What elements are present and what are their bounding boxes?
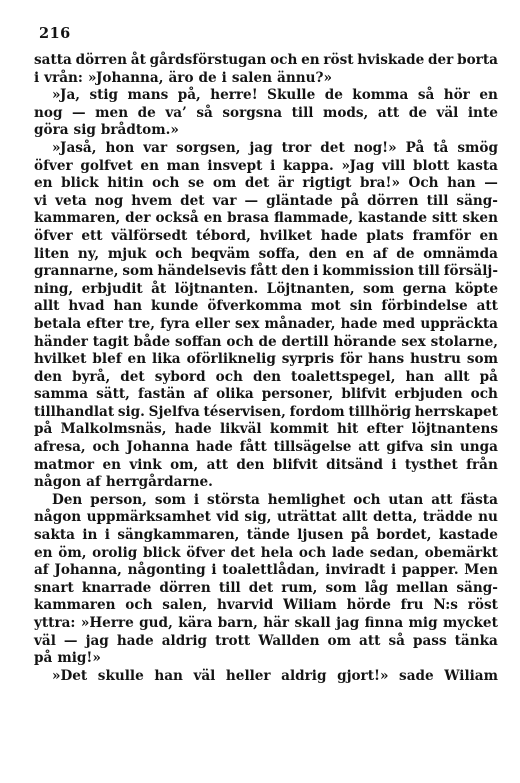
text-line: allt hvad han kunde öfverkomma mot sin förbindelse att — [34, 298, 498, 315]
text-line: ning, erbjudit åt löjtnanten. Löjtnanten, som gerna köpte — [34, 280, 498, 297]
text-line: en öm, orolig blick öfver det hela och lade sedan, obemärkt — [34, 544, 498, 561]
text-line: liten ny, mjuk och beqväm soffa, den en af de omnämda — [34, 245, 498, 262]
text-line: betala efter tre, fyra eller sex månader, hade med uppräckta — [34, 315, 498, 332]
text-line: afresa, och Johanna hade fått tillsägelse att gifva sin unga — [34, 439, 498, 456]
text-line: »Ja, stig mans på, herre! Skulle de komma så hör en — [52, 87, 498, 104]
text-line: på mig!» — [34, 650, 101, 667]
text-line: samma sätt, fastän af olika personer, blifvit erbjuden och — [34, 386, 498, 403]
text-line: någon uppmärksamhet vid sig, uträttat allt detta, trädde nu — [34, 509, 498, 526]
text-line: tillhandlat sig. Sjelfva téservisen, fordom tillhörig herrskapet — [34, 403, 498, 420]
text-line: yttra: »Herre gud, kära barn, här skall jag finna mig mycket — [34, 615, 498, 631]
text-line: Den person, som i största hemlighet och utan att fästa — [52, 491, 498, 508]
text-line: i vrån: »Johanna, äro de i salen ännu?» — [34, 69, 332, 86]
text-line: den byrå, det sybord och den toalettspegel, han allt på — [34, 368, 498, 385]
text-line: vi veta nog hvem det var — gläntade på dörren till säng- — [34, 192, 498, 209]
text-line: på Malkolmsnäs, hade likväl kommit hit efter löjtnantens — [34, 421, 498, 438]
text-line: hvilket blef en lika oförliknelig syrpris för hans hustru som — [34, 351, 498, 368]
page-number: 216 — [39, 25, 71, 42]
text-line: någon af herrgårdarne. — [34, 474, 213, 491]
text-line: grannarne, som händelsevis fått den i kommission till försälj- — [34, 263, 498, 280]
text-line: händer tagit både soffan och de dertill hörande sex stolarne, — [34, 333, 498, 350]
text-line: öfver ett välförsedt tébord, hvilket hade plats framför en — [34, 227, 498, 244]
text-line: »Det skulle han väl heller aldrig gjort!» sade Wiliam — [52, 667, 498, 684]
text-line: sakta in i sängkammaren, tände ljusen på bordet, kastade — [34, 527, 498, 544]
text-line: öfver golfvet en man insvept i kappa. »Jag vill blott kasta — [34, 157, 498, 174]
text-line: snart knarrade dörren till det rum, som låg mellan säng- — [34, 579, 498, 596]
text-line: väl — jag hade aldrig trott Wallden om att så pass tänka — [34, 632, 498, 649]
text-line: göra sig brådtom.» — [34, 122, 179, 139]
text-line: kammaren och salen, hvarvid Wiliam hörde fru N:s röst — [34, 597, 498, 614]
text-line: nog — men de va’ så sorgsna till mods, att de väl inte — [34, 104, 498, 121]
text-line: satta dörren åt gårdsförstugan och en röst hviskade der borta — [34, 52, 498, 68]
text-line: en blick hitin och se om det är rigtigt bra!» Och han — — [34, 175, 498, 192]
text-line: »Jaså, hon var sorgsen, jag tror det nog!» På tå smög — [52, 139, 498, 156]
text-line: kammaren, der också en brasa flammade, kastande sitt sken — [34, 210, 498, 227]
text-line: af Johanna, någonting i toalettlådan, inviradt i papper. Men — [34, 562, 498, 579]
body-text — [34, 52, 498, 685]
text-line: matmor en vink om, att den blifvit ditsänd i tysthet från — [34, 456, 498, 473]
